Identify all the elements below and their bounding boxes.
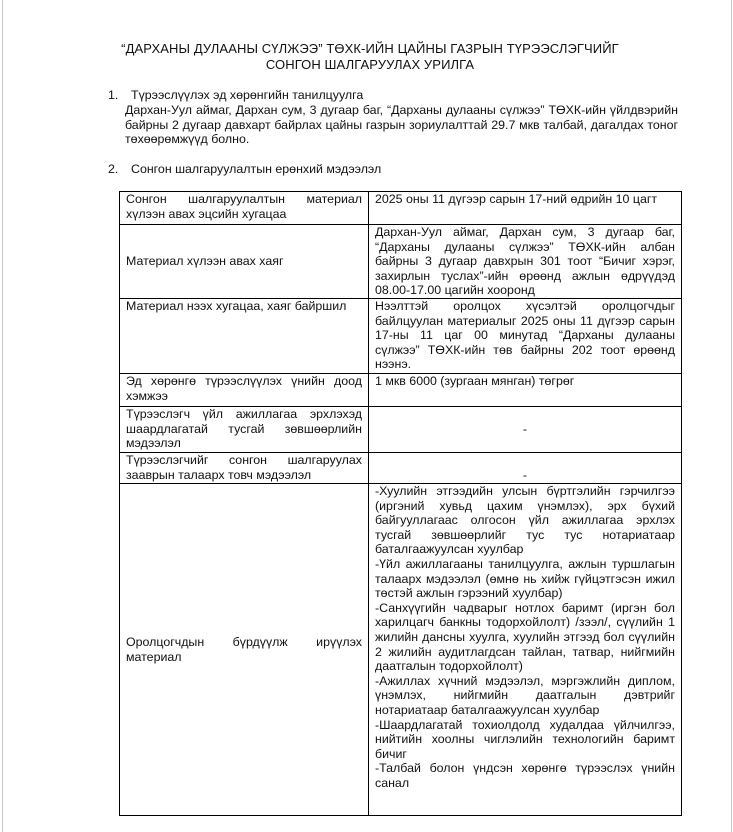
section-number: 1.	[108, 88, 119, 102]
page-border-left	[2, 0, 3, 832]
table-row	[120, 225, 682, 299]
required-document-item: -Шаардлагатай тохиолдолд худалдаа үйлчилгээ, нийтийн хоолны чиглэлийн технологийн баримт бичиг	[375, 717, 675, 761]
section-heading: Сонгон шалгаруулалтын ерөнхий мэдээлэл	[131, 162, 382, 176]
section-body: Дархан-Уул аймаг, Дархан сум, 3 дугаар баг, “Дарханы дулааны сүлжээ” ТӨХК-ийн үйлдвэрийн байрны 2 дугаар давхарт байрлах цайны газрын зориулалттай 29.7 мкв талбай, дагалдах тоног төхөөрөмжүүд болно.	[125, 103, 678, 147]
page-border-right	[731, 0, 732, 832]
table-row	[120, 299, 682, 374]
row-label: Материал хүлээн авах хаяг	[120, 225, 369, 299]
row-value: 2025 оны 11 дүгээр сарын 17-ний өдрийн 10 цагт	[369, 192, 682, 225]
row-value: -	[369, 407, 682, 453]
table-row	[120, 192, 682, 225]
row-value: -	[369, 453, 682, 484]
row-label: Түрээслэгч үйл ажиллагаа эрхлэхэд шаардлагатай тусгай зөвшөөрлийн мэдээлэл	[120, 407, 369, 453]
row-label: Эд хөрөнгө түрээслүүлэх үнийн доод хэмжээ	[120, 374, 369, 407]
title-line-1: “ДАРХАНЫ ДУЛААНЫ СҮЛЖЭЭ” ТӨХК-ИЙН ЦАЙНЫ ГАЗРЫН ТҮРЭЭСЛЭГЧИЙГ	[121, 41, 619, 56]
table-row	[120, 484, 682, 816]
section-number: 2.	[108, 162, 119, 176]
row-value: Дархан-Уул аймаг, Дархан сум, 3 дугаар баг, “Дарханы дулааны сүлжээ” ТӨХК-ийн албан байрны 3 дугаар давхрын 301 тоот “Бичиг хэрэг, захирлын туслах”-ийн өрөөнд ажлын өдрүүдэд 08.00-17.00 цагийн хооронд	[369, 225, 682, 299]
row-label: Материал нээх хугацаа, хаяг байршил	[120, 299, 369, 374]
document-title	[100, 41, 640, 73]
required-document-item: -Үйл ажиллагааны танилцуулга, ажлын туршлагын талаарх мэдээлэл (өмнө нь хийж гүйцэтгэсэн ижил төстэй ажлын гэрээний хуулбар)	[375, 556, 675, 601]
table-row	[120, 407, 682, 453]
required-document-item: -Хуулийн этгээдийн улсын бүртгэлийн гэрчилгээ (иргэний хувьд цахим үнэмлэх), эрх бүхий байгууллагаас олгосон үйл ажиллагаа эрхлэх тусгай зөвшөөрлийг тус тус нотариатаар баталгаажуулсан хуулбар	[375, 484, 675, 557]
row-label: Түрээслэгчийг сонгон шалгаруулах зааврын талаарх товч мэдээлэл	[120, 453, 369, 484]
title-line-2: СОНГОН ШАЛГАРУУЛАХ УРИЛГА	[265, 57, 475, 72]
table-row	[120, 374, 682, 407]
row-label: Сонгон шалгаруулалтын материал хүлээн авах эцсийн хугацаа	[120, 192, 369, 225]
required-document-item: -Санхүүгийн чадварыг нотлох баримт (иргэн бол харилцагч банкны тодорхойлолт) /зээл/, сүүлийн 1 жилийн дансны хуулга, хуулийн этгээд бол сүүлийн 2 жилийн аудитлагдсан тайлан, татвар, нийгмийн даатгалын тодорхойлолт)	[375, 600, 675, 674]
table-row	[120, 453, 682, 484]
row-value: Нээлттэй оролцох хүсэлтэй оролцогчдыг байлцуулан материалыг 2025 оны 11 дүгээр сарын 17-ны 11 цаг 00 минутад “Дарханы дулааны сүлжээ” ТӨХК-ийн төв байрны 202 тоот өрөөнд нээнэ.	[369, 299, 682, 374]
row-label: Оролцогчдын бүрдүүлж ирүүлэх материал	[120, 484, 369, 816]
info-table	[119, 191, 682, 816]
required-document-item: -Талбай болон үндсэн хөрөнгө түрээслэх үнийн санал	[375, 761, 675, 790]
section-heading: Түрээслүүлэх эд хөрөнгийн танилцуулга	[131, 88, 364, 102]
required-document-item: -Ажиллах хүчний мэдээлэл, мэргэжлийн диплом, үнэмлэх, нийгмийн даатгалын дэвтрийг нотариатаар баталгаажуулсан хуулбар	[375, 673, 675, 717]
row-value-list	[369, 484, 682, 816]
row-value: 1 мкв 6000 (зургаан мянган) төгрөг	[369, 374, 682, 407]
